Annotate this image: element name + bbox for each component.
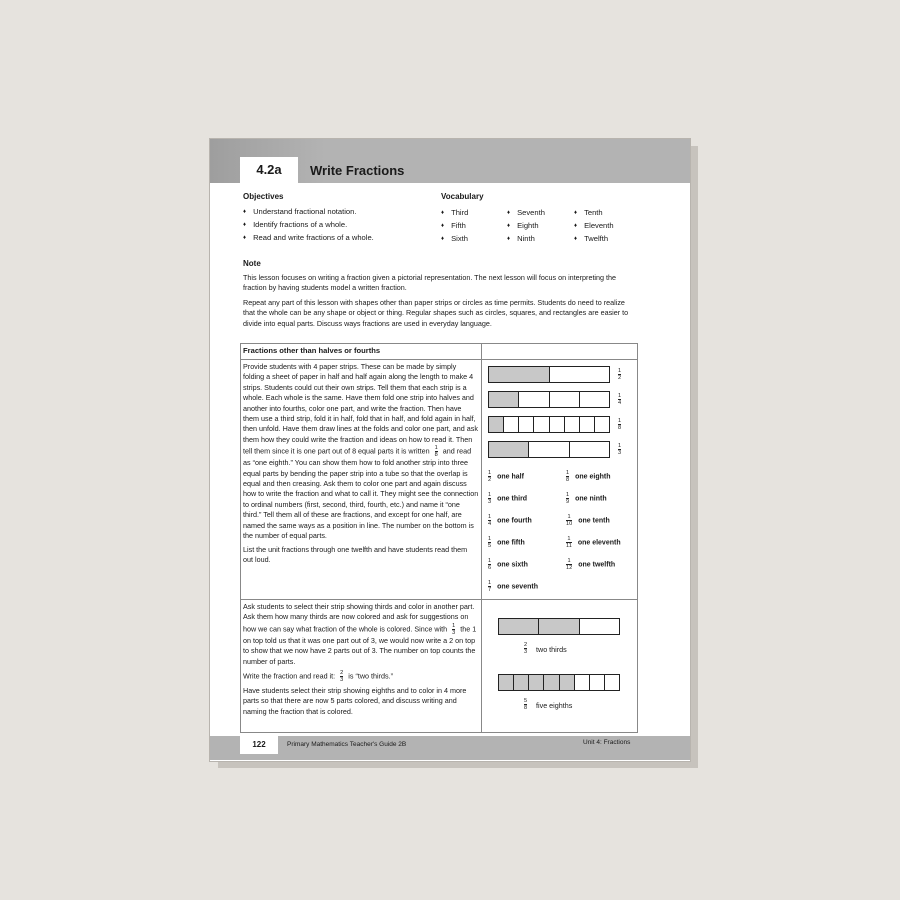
strip-part-colored	[529, 675, 544, 690]
note-heading: Note	[243, 259, 261, 268]
fraction-one-third: $\frac{1}{3}$	[452, 622, 456, 636]
strip-part	[580, 619, 619, 634]
vocabulary-col-3	[574, 207, 614, 246]
fraction-one-eighth: $\frac{1}{8}$	[434, 445, 438, 459]
vocab-item: ♦ Tenth	[574, 207, 614, 220]
objective-item: ♦ Understand fractional notation.	[243, 206, 374, 219]
section-paragraph-2: List the unit fractions through one twelfth and have students read them out loud.	[243, 544, 468, 564]
strip-part-colored	[514, 675, 529, 690]
strip-part-colored	[560, 675, 575, 690]
unit-fraction-item: $\frac{1}{5}$ one fifth	[488, 536, 525, 549]
lesson-number: 4.2a	[240, 157, 298, 183]
colored-strip-label: two thirds	[536, 645, 567, 654]
strip-part-colored	[539, 619, 579, 634]
strip-diagram-cell-2	[482, 600, 638, 733]
section2-paragraph-1: Ask students to select their strip showing thirds and color in another part. Ask them how many thirds are now colored and ask for suggestions on how we can say what fraction of the whole is colored. Since with $\frac{1}{3}$ the 1 on top told us that it was one part out of 3, we would now write a 2 on top to show that we now have 2 parts out of 3. The number on top counts the number of parts.	[243, 602, 477, 666]
vocabulary-col-1	[441, 207, 468, 246]
objective-item: ♦ Read and write fractions of a whole.	[243, 232, 374, 245]
fraction-strip	[488, 366, 610, 383]
colored-strip-label: five eighths	[536, 701, 573, 710]
strip-part-colored	[489, 367, 550, 382]
colored-strip-fraction: 2 3	[524, 642, 528, 655]
strip-part	[504, 417, 519, 432]
strip-part	[534, 417, 549, 432]
strip-diagram-cell	[482, 360, 638, 600]
strip-part	[550, 392, 580, 407]
vocab-item: ♦ Twelfth	[574, 233, 614, 246]
section-text	[241, 360, 482, 600]
vocab-item: ♦ Sixth	[441, 233, 468, 246]
strip-fraction-label: 1 3	[618, 443, 622, 456]
strip-part-colored	[489, 442, 529, 457]
vocab-item: ♦ Eighth	[507, 220, 545, 233]
fraction-two-thirds: $\frac{2}{3}$	[340, 670, 344, 684]
page-number: 122	[240, 736, 278, 754]
fraction-strip	[488, 441, 610, 458]
fraction-strip	[488, 416, 610, 433]
colored-fraction-strip	[498, 674, 620, 691]
colored-fraction-strip	[498, 618, 620, 635]
vocab-item: ♦ Seventh	[507, 207, 545, 220]
strip-part	[550, 367, 610, 382]
book-title: Primary Mathematics Teacher's Guide 2B	[287, 741, 407, 748]
vocab-item: ♦ Third	[441, 207, 468, 220]
strip-part	[519, 392, 549, 407]
strip-part	[595, 417, 609, 432]
section2-paragraph-3: Have students select their strip showing eighths and to color in 4 more parts so that there are now 5 parts colored, and discuss writing and naming the fraction that is colored.	[243, 686, 467, 716]
document-page	[210, 139, 690, 761]
unit-fraction-item: $\frac{1}{3}$ one third	[488, 492, 528, 505]
objective-item: ♦ Identify fractions of a whole.	[243, 219, 374, 232]
strip-part-colored	[544, 675, 559, 690]
lesson-title: Write Fractions	[310, 163, 405, 178]
strip-fraction-label: 1 4	[618, 393, 622, 406]
section-paragraph-1b: and read as “one eighth.” You can show them how to fold another strip into three equal parts by bending the paper strip into a tube so that the overlap is equal and then creasing. Ask them to color one part and again discuss how to write the fraction and what to call it. They might see the connection to ordinal numbers (first, second, third, fourth, etc.) and name it “one third.” Tell them all of these are fractions, and except for one half, are named the same ways as a position in line. The number on the bottom is the number of equal parts.	[243, 446, 479, 541]
fraction-strip	[488, 391, 610, 408]
objectives-heading: Objectives	[243, 192, 284, 201]
objectives-list	[243, 206, 374, 245]
note-paragraph-2: Repeat any part of this lesson with shapes other than paper strips or circles as time permits. Students do need to realize that the whole can be any shape or object or thing. Regular shapes such as circles, squares, and rectangles are easier to divide into equal parts. Discuss ways fractions are used in everyday language.	[243, 298, 629, 328]
unit-fraction-item: $\frac{1}{9}$ one ninth	[566, 492, 607, 505]
strip-part	[580, 392, 609, 407]
unit-fraction-item: $\frac{1}{10}$ one tenth	[566, 514, 610, 527]
unit-fraction-item: $\frac{1}{6}$ one sixth	[488, 558, 528, 571]
unit-fraction-item: $\frac{1}{2}$ one half	[488, 470, 524, 483]
unit-fraction-item: $\frac{1}{12}$ one twelfth	[566, 558, 616, 571]
fraction-strips-diagram	[484, 362, 635, 597]
section-paragraph-1	[243, 362, 479, 542]
colored-strip-fraction: 5 8	[524, 698, 528, 711]
strip-part-colored	[499, 619, 539, 634]
note-paragraph-1: This lesson focuses on writing a fraction given a pictorial representation. The next lesson will focus on interpreting the fraction by having students model a written fraction.	[243, 273, 617, 293]
vocabulary-heading: Vocabulary	[441, 192, 484, 201]
strip-part	[529, 442, 569, 457]
unit-fraction-item: $\frac{1}{4}$ one fourth	[488, 514, 532, 527]
strip-part-colored	[489, 392, 519, 407]
colored-strips-diagram	[484, 602, 635, 730]
vocabulary-col-2	[507, 207, 545, 246]
vocab-item: ♦ Ninth	[507, 233, 545, 246]
section2-text	[241, 600, 482, 733]
section-title-blank	[482, 344, 638, 360]
strip-part	[550, 417, 565, 432]
strip-fraction-label: 1 8	[618, 418, 622, 431]
strip-part	[580, 417, 595, 432]
strip-part	[575, 675, 590, 690]
strip-part	[590, 675, 605, 690]
section2-paragraph-2: Write the fraction and read it: $\frac{2}{3}$ is “two thirds.”	[243, 670, 394, 684]
vocab-item: ♦ Fifth	[441, 220, 468, 233]
strip-part	[565, 417, 580, 432]
unit-fraction-item: $\frac{1}{11}$ one eleventh	[566, 536, 621, 549]
vocab-item: ♦ Eleventh	[574, 220, 614, 233]
unit-label: Unit 4: Fractions	[583, 739, 631, 746]
strip-fraction-label: 1 2	[618, 368, 622, 381]
lesson-table	[240, 343, 638, 733]
strip-part-colored	[489, 417, 504, 432]
strip-part	[519, 417, 534, 432]
unit-fraction-item: $\frac{1}{7}$ one seventh	[488, 580, 538, 593]
strip-part	[570, 442, 609, 457]
unit-fraction-item: $\frac{1}{8}$ one eighth	[566, 470, 611, 483]
strip-part	[605, 675, 619, 690]
section-paragraph-1a: Provide students with 4 paper strips. These can be made by simply folding a sheet of paper in half and half again along the length to make 4 strips. Students could cut their own strips. Tell them that each strip is a whole. Each whole is the same. Have them fold one strip into halves and another into fourths, color one part, and write the fraction. Then have them use a third strip, fold it in half, fold that in half, and fold again in half, then unfold. Have them draw lines at the folds and color one part, and ask them how they could write the fraction and ideas on how to read it. Then tell them since it is one part out of 8 equal parts it is written	[243, 362, 478, 456]
section-title: Fractions other than halves or fourths	[241, 344, 482, 360]
strip-part-colored	[499, 675, 514, 690]
